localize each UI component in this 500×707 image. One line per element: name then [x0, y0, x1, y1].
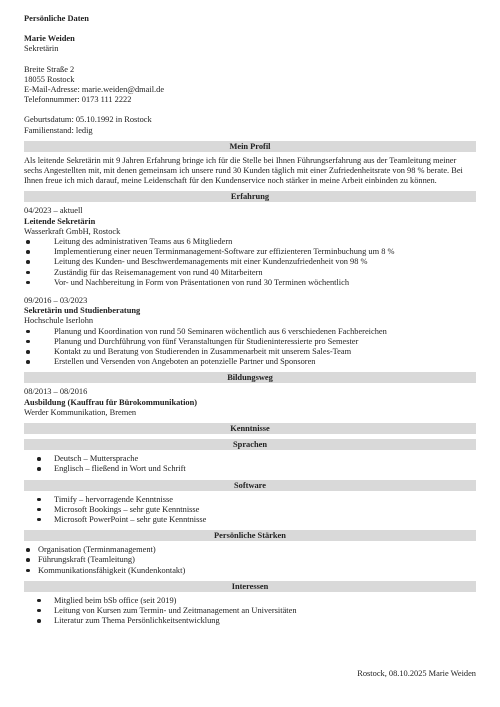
job-1-period: 04/2023 – aktuell	[24, 206, 83, 216]
list-item: Englisch – fließend in Wort und Schrift	[24, 464, 476, 474]
list-item: Führungskraft (Teamleitung)	[24, 555, 476, 565]
person-role: Sekretärin	[24, 44, 59, 54]
list-item: Planung und Koordination von rund 50 Seminaren wöchentlich aus 6 verschiedenen Fachbereichen	[24, 327, 476, 337]
list-item: Deutsch – Muttersprache	[24, 454, 476, 464]
list-item: Planung und Durchführung von fünf Veranstaltungen für Studieninteressierte pro Semester	[24, 337, 476, 347]
job-1-title: Leitende Sekretärin	[24, 216, 96, 226]
phone-line: Telefonnummer: 0173 111 2222	[24, 95, 132, 105]
section-strengths: Persönliche Stärken	[24, 530, 476, 541]
list-item: Literatur zum Thema Persönlichkeitsentwicklung	[24, 616, 476, 626]
personal-heading: Persönliche Daten	[24, 14, 89, 23]
section-languages: Sprachen	[24, 439, 476, 450]
list-item: Vor- und Nachbereitung in Form von Präsentationen von rund 30 Terminen wöchentlich	[24, 278, 476, 288]
list-item: Kontakt zu und Beratung von Studierenden in Zusammenarbeit mit unserem Sales-Team	[24, 347, 476, 357]
list-item: Microsoft Bookings – sehr gute Kenntnisse	[24, 505, 476, 515]
birth-line: Geburtsdatum: 05.10.1992 in Rostock	[24, 115, 152, 125]
education-period: 08/2013 – 08/2016	[24, 387, 88, 397]
list-item: Leitung des Kunden- und Beschwerdemanagements mit einer Kundenzufriedenheit von 98 %	[24, 257, 476, 267]
strengths-list	[24, 545, 476, 576]
job-1-bullets	[24, 237, 476, 288]
section-software: Software	[24, 480, 476, 491]
section-interests: Interessen	[24, 581, 476, 592]
job-2-title: Sekretärin und Studienberatung	[24, 306, 141, 316]
interests-list	[24, 596, 476, 627]
address-line-1: Breite Straße 2	[24, 64, 75, 74]
list-item: Zuständig für das Reisemanagement von rund 40 Mitarbeitern	[24, 268, 476, 278]
list-item: Kommunikationsfähigkeit (Kundenkontakt)	[24, 566, 476, 576]
list-item: Microsoft PowerPoint – sehr gute Kenntnisse	[24, 515, 476, 525]
list-item: Mitglied beim bSb office (seit 2019)	[24, 596, 476, 606]
job-2-company: Hochschule Iserlohn	[24, 316, 94, 326]
software-list	[24, 495, 476, 526]
list-item: Timify – hervorragende Kenntnisse	[24, 495, 476, 505]
email-line: E-Mail-Adresse: marie.weiden@dmail.de	[24, 85, 165, 95]
profile-text: Als leitende Sekretärin mit 9 Jahren Erfahrung bringe ich für die Stelle bei Ihnen Führungserfahrung aus der Teamleitung meiner sechs Angestellten mit, mit denen gemeinsam ich unsere rund 30 Kunden täglich mit einer Zufriedenheitsrate von 98 % berate. Bei Ihnen freue ich mich darauf, meine Leidenschaft für den Kundenservice noch stärker in meine Arbeit einbinden zu können.	[24, 155, 463, 186]
address-line-2: 18055 Rostock	[24, 74, 75, 84]
education-institution: Werder Kommunikation, Bremen	[24, 407, 137, 417]
section-profile: Mein Profil	[24, 141, 476, 152]
job-2-period: 09/2016 – 03/2023	[24, 296, 88, 306]
cv-content	[24, 14, 476, 626]
list-item: Erstellen und Versenden von Angeboten an potenzielle Partner und Sponsoren	[24, 357, 476, 367]
signature-line: Rostock, 08.10.2025 Marie Weiden	[357, 669, 476, 678]
section-skills: Kenntnisse	[24, 423, 476, 434]
job-2-bullets	[24, 327, 476, 368]
list-item: Organisation (Terminmanagement)	[24, 545, 476, 555]
section-education: Bildungsweg	[24, 372, 476, 383]
list-item: Implementierung einer neuen Terminmanagement-Software zur effizienteren Terminbuchung um 8 %	[24, 247, 476, 257]
education-title: Ausbildung (Kauffrau für Bürokommunikation)	[24, 397, 198, 407]
status-line: Familienstand: ledig	[24, 125, 93, 135]
languages-list	[24, 454, 476, 474]
list-item: Leitung von Kursen zum Termin- und Zeitmanagement an Universitäten	[24, 606, 476, 616]
list-item: Leitung des administrativen Teams aus 6 Mitgliedern	[24, 237, 476, 247]
section-experience: Erfahrung	[24, 191, 476, 202]
person-name: Marie Weiden	[24, 34, 75, 44]
job-1-company: Wasserkraft GmbH, Rostock	[24, 226, 121, 236]
